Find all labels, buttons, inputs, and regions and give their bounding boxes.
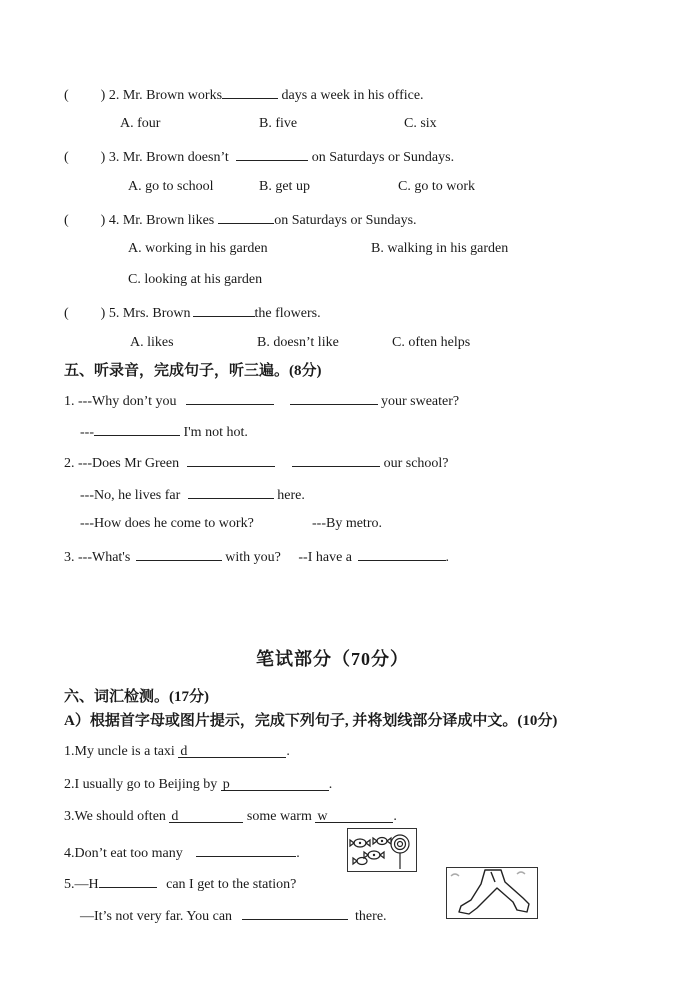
- vocab-text: 5.—H: [64, 877, 99, 892]
- sentence-2-question: [64, 452, 449, 473]
- question-3: [64, 146, 454, 167]
- sentence-text: ---: [80, 425, 94, 440]
- question-text: 2. Mr. Brown works: [108, 88, 223, 103]
- section-5-title: 五、听录音，完成句子，听三遍。(8分): [64, 363, 322, 379]
- answer-paren-open: (: [64, 150, 69, 165]
- sentence-text: .: [445, 550, 450, 565]
- option-a: A. four: [120, 116, 161, 131]
- sentence-2-answer: [80, 484, 305, 505]
- answer-blank[interactable]: [315, 808, 393, 823]
- option-c: C. six: [404, 116, 437, 131]
- answer-blank[interactable]: [136, 546, 222, 561]
- vocab-text: there.: [355, 909, 387, 924]
- candy-icon: [348, 829, 416, 871]
- question-text: the flowers.: [254, 306, 321, 321]
- vocab-text: 3.We should often: [64, 809, 166, 824]
- option-a: A. likes: [130, 335, 174, 350]
- answer-blank[interactable]: [221, 776, 329, 791]
- hint-letter: p: [222, 777, 230, 792]
- option-b: B. get up: [259, 179, 310, 194]
- question-text: 5. Mrs. Brown: [108, 306, 191, 321]
- answer-blank[interactable]: [188, 484, 274, 499]
- option-b: B. walking in his garden: [371, 241, 509, 256]
- vocab-text: .: [328, 777, 333, 792]
- vocab-5-question: [64, 873, 296, 894]
- answer-paren-open: (: [64, 213, 69, 228]
- walking-legs-icon: [447, 868, 537, 918]
- answer-blank[interactable]: [186, 390, 274, 405]
- answer-blank[interactable]: [358, 546, 446, 561]
- answer-paren-close: ): [100, 88, 106, 103]
- vocab-1: [64, 743, 290, 761]
- option-b: B. doesn’t like: [257, 335, 339, 350]
- vocab-text: some warm: [246, 809, 312, 824]
- sentence-text: --I have a: [298, 550, 353, 565]
- answer-blank[interactable]: [292, 452, 380, 467]
- answer-paren-close: ): [100, 306, 106, 321]
- answer-blank[interactable]: [218, 209, 274, 224]
- candy-picture: [347, 828, 417, 872]
- answer-blank[interactable]: [290, 390, 378, 405]
- vocab-text: 4.Don’t eat too many: [64, 846, 183, 861]
- section-6-title: 六、词汇检测。(17分): [64, 689, 209, 705]
- sentence-text: with you?: [225, 550, 281, 565]
- answer-paren-close: ): [100, 213, 106, 228]
- vocab-text: .: [286, 744, 290, 759]
- sentence-text: 2. ---Does Mr Green: [64, 456, 180, 471]
- sentence-text: I'm not hot.: [183, 425, 248, 440]
- question-text: on Saturdays or Sundays.: [274, 213, 417, 228]
- vocab-3: [64, 808, 397, 826]
- sentence-2-followup-answer: ---By metro.: [312, 516, 382, 531]
- walking-picture: [446, 867, 538, 919]
- sentence-text: ---No, he lives far: [80, 488, 181, 503]
- answer-paren-close: ): [100, 150, 106, 165]
- answer-blank[interactable]: [187, 452, 275, 467]
- vocab-text: can I get to the station?: [166, 877, 297, 892]
- sentence-text: our school?: [383, 456, 449, 471]
- sentence-text: here.: [277, 488, 305, 503]
- answer-blank[interactable]: [94, 421, 180, 436]
- vocab-text: 1.My uncle is a taxi: [64, 744, 175, 759]
- hint-letter: w: [317, 809, 328, 824]
- vocab-4: [64, 842, 300, 863]
- sentence-2-followup-question: ---How does he come to work?: [80, 516, 254, 531]
- option-a: A. working in his garden: [128, 241, 268, 256]
- sentence-text: 1. ---Why don’t you: [64, 394, 177, 409]
- question-text: on Saturdays or Sundays.: [311, 150, 455, 165]
- question-5: [64, 302, 321, 323]
- option-a: A. go to school: [128, 179, 214, 194]
- question-text: 3. Mr. Brown doesn’t: [108, 150, 229, 165]
- sentence-text: your sweater?: [381, 394, 460, 409]
- vocab-text: —It’s not very far. You can: [80, 909, 233, 924]
- answer-blank[interactable]: [169, 808, 243, 823]
- answer-blank[interactable]: [99, 873, 157, 888]
- sentence-1-answer: [80, 421, 248, 442]
- part-a-title: A）根据首字母或图片提示，完成下列句子, 并将划线部分译成中文。(10分): [64, 713, 558, 729]
- option-c: C. often helps: [392, 335, 471, 350]
- sentence-text: 3. ---What's: [64, 550, 131, 565]
- vocab-2: [64, 776, 332, 794]
- vocab-5-answer: [80, 905, 387, 926]
- question-4: [64, 209, 417, 230]
- question-text: 4. Mr. Brown likes: [108, 213, 215, 228]
- answer-paren-open: (: [64, 88, 69, 103]
- vocab-text: .: [393, 809, 397, 824]
- answer-paren-open: (: [64, 306, 69, 321]
- vocab-text: 2.I usually go to Beijing by: [64, 777, 218, 792]
- option-b: B. five: [259, 116, 298, 131]
- answer-blank[interactable]: [196, 842, 296, 857]
- written-part-title: 笔试部分（70分）: [256, 649, 409, 669]
- answer-blank[interactable]: [236, 146, 308, 161]
- answer-blank[interactable]: [222, 84, 278, 99]
- hint-letter: d: [180, 744, 188, 759]
- question-text: days a week in his office.: [281, 88, 424, 103]
- option-c: C. looking at his garden: [128, 272, 263, 287]
- question-2: [64, 84, 424, 105]
- hint-letter: d: [171, 809, 179, 824]
- sentence-3: [64, 546, 449, 567]
- sentence-1-question: [64, 390, 459, 411]
- answer-blank[interactable]: [242, 905, 348, 920]
- option-c: C. go to work: [398, 179, 475, 194]
- answer-blank[interactable]: [178, 743, 286, 758]
- vocab-text: .: [296, 846, 300, 861]
- answer-blank[interactable]: [193, 302, 255, 317]
